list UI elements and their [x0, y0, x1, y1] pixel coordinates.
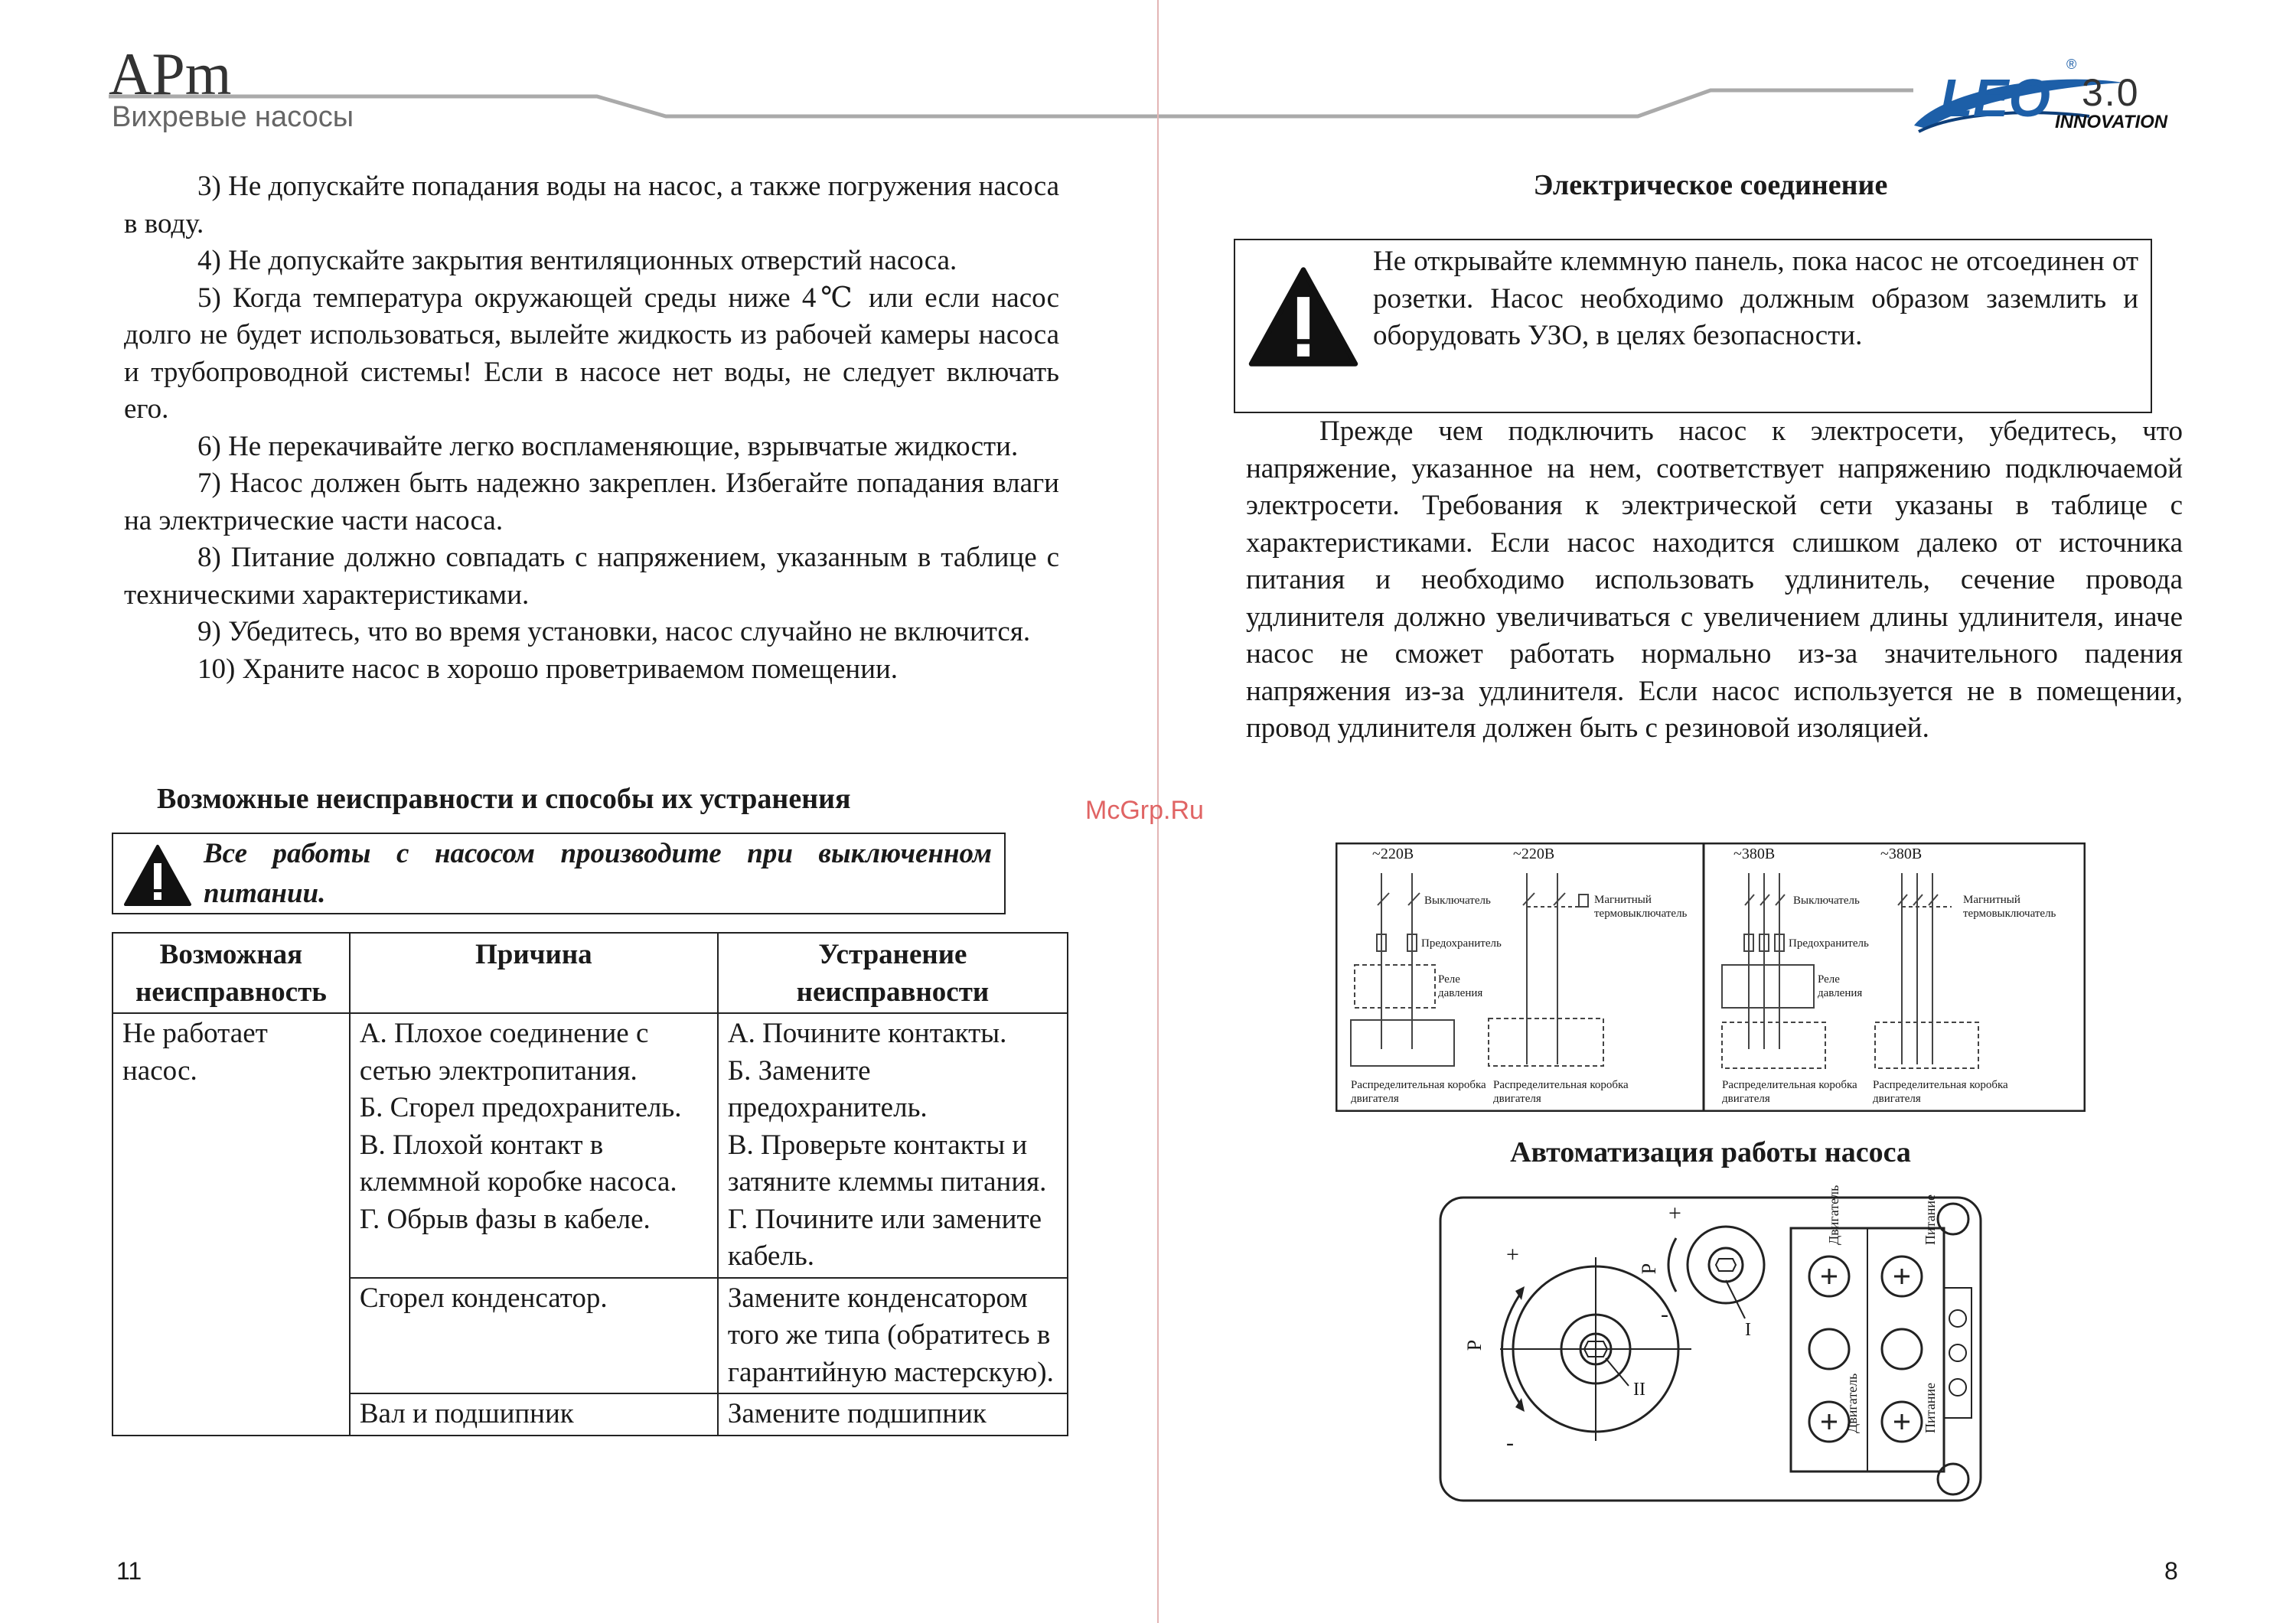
- panel-label-power: Питание: [1923, 1194, 1938, 1245]
- panel-label-minus: -: [1506, 1430, 1514, 1455]
- wiring-label-switch: Выключатель: [1793, 895, 1860, 907]
- wiring-label-motor-box: Распределительная коробка двигателя: [1873, 1079, 2008, 1105]
- electrical-warning-text: Не открывайте клеммную панель, пока насос не отсоединен от розетки. Насос необходимо должным образом заземлить и оборудовать УЗО, в целях безопасности.: [1373, 246, 2138, 351]
- fix-line: Б. Замените предохранитель.: [727, 1054, 928, 1123]
- electrical-title: Электрическое соединение: [1533, 169, 1888, 201]
- table-header: Устранение неисправности: [718, 933, 1068, 1013]
- table-cell-cause: Вал и подшипник: [350, 1393, 718, 1436]
- table-cell-fix: Замените конденсатором того же типа (обратитесь в гарантийную мастерскую).: [718, 1278, 1068, 1394]
- precaution-item: 4) Не допускайте закрытия вентиляционных отверстий насоса.: [197, 245, 957, 276]
- precaution-item: 10) Храните насос в хорошо проветриваемом помещении.: [197, 653, 899, 685]
- leo-logo-tagline: INNOVATION: [2055, 112, 2168, 132]
- wiring-diagram: [1336, 842, 2086, 1112]
- watermark: McGrp.Ru: [1085, 796, 1204, 825]
- troubleshooting-title: Возможные неисправности и способы их устранения: [157, 783, 851, 815]
- table-header: Причина: [350, 933, 718, 1013]
- troubleshooting-warning-text: Все работы с насосом производите при выключенном питании.: [204, 838, 992, 909]
- fix-line: В. Проверьте контакты и затяните клеммы питания.: [727, 1129, 1047, 1198]
- table-cell-cause: Сгорел конденсатор.: [350, 1278, 718, 1394]
- wiring-label-v220a: ~220В: [1372, 846, 1414, 862]
- wiring-label-switch: Выключатель: [1424, 895, 1491, 907]
- precaution-item: 5) Когда температура окружающей среды ниже 4℃ или если насос долго не будет использоваться, вылейте жидкость из рабочей камеры насоса и трубопроводной системы! Если в насосе нет воды, не следует включать его.: [124, 282, 1059, 425]
- warning-icon: [122, 843, 193, 908]
- panel-label-p: P: [1638, 1263, 1661, 1275]
- wiring-label-motor-box: Распределительная коробка двигателя: [1351, 1079, 1486, 1105]
- table-cell-fix: Замените подшипник: [718, 1393, 1068, 1436]
- troubleshooting-table: [112, 932, 1068, 1436]
- electrical-warning-box: [1234, 239, 2152, 413]
- fix-line: Г. Почините или замените кабель.: [727, 1203, 1042, 1272]
- electrical-body-text: Прежде чем подключить насос к электросети, убедитесь, что напряжение, указанное на нем, соответствует напряжению подключаемой электросети. Требования к электрической сети указаны в таблице с характеристиками. Если насос находится слишком далеко от источника питания и необходимо использовать удлинитель, сечение провода удлинителя должно увеличиваться с увеличением длины удлинителя, иначе насос не сможет работать нормально из-за значительного падения напряжения из-за удлинителя. Если насос используется не в помещении, провод удлинителя должен быть с резиновой изоляцией.: [1246, 416, 2183, 744]
- wiring-label-pressure-relay: Реле давления: [1438, 973, 1483, 999]
- panel-label-plus: +: [1506, 1242, 1519, 1267]
- panel-label-p: P: [1463, 1339, 1486, 1351]
- pressure-switch-panel: [1439, 1185, 1982, 1502]
- wiring-label-magnetic: Магнитный термовыключатель: [1594, 894, 1688, 920]
- panel-label-motor: Двигатель: [1844, 1373, 1860, 1433]
- table-header-row: [113, 933, 1068, 1013]
- table-cell-fault: Не работает насос.: [113, 1013, 350, 1436]
- table-header: Возможная неисправность: [113, 933, 350, 1013]
- wiring-label-v380a: ~380В: [1733, 846, 1776, 862]
- precautions-list: [124, 168, 1059, 688]
- table-cell-cause: [350, 1013, 718, 1278]
- automation-title: Автоматизация работы насоса: [1510, 1136, 1911, 1168]
- wiring-label-fuse: Предохранитель: [1421, 937, 1502, 950]
- panel-label-minus: -: [1661, 1302, 1668, 1327]
- leo-logo-version: 3.0: [2082, 71, 2140, 114]
- cause-line: Г. Обрыв фазы в кабеле.: [359, 1203, 651, 1235]
- cause-line: Б. Сгорел предохранитель.: [359, 1092, 682, 1123]
- precaution-item: 8) Питание должно совпадать с напряжением, указанным в таблице с техническими характеристиками.: [124, 542, 1059, 611]
- panel-label-motor: Двигатель: [1826, 1185, 1841, 1245]
- fix-line: А. Почините контакты.: [727, 1018, 1007, 1049]
- wiring-label-fuse: Предохранитель: [1789, 937, 1869, 950]
- leo-logo-text: LEO: [1940, 68, 2050, 128]
- page-number-left: 11: [116, 1557, 142, 1585]
- header-left-subtitle: Вихревые насосы: [112, 101, 354, 133]
- wiring-label-motor-box: Распределительная коробка двигателя: [1493, 1079, 1629, 1105]
- panel-label-plus: +: [1668, 1201, 1681, 1226]
- precaution-item: 6) Не перекачивайте легко воспламеняющие, взрывчатые жидкости.: [197, 430, 1019, 462]
- cause-line: В. Плохой контакт в клеммной коробке насоса.: [359, 1129, 677, 1198]
- panel-label-roman1: I: [1745, 1320, 1751, 1340]
- wiring-label-motor-box: Распределительная коробка двигателя: [1722, 1079, 1857, 1105]
- wiring-label-magnetic: Магнитный термовыключатель: [1963, 894, 2056, 920]
- warning-icon: [1246, 265, 1361, 369]
- cause-line: А. Плохое соединение с сетью электропитания.: [359, 1018, 649, 1087]
- table-cell-fix: [718, 1013, 1068, 1278]
- table-row: [113, 1013, 1068, 1278]
- pressure-switch-drawing: [1439, 1196, 1982, 1502]
- header-left-brand: APm: [109, 41, 232, 107]
- panel-label-roman2: II: [1633, 1380, 1645, 1400]
- leo-logo-registered: ®: [2066, 57, 2077, 72]
- wiring-label-pressure-relay: Реле давления: [1818, 973, 1863, 999]
- electrical-body: [1246, 413, 2183, 748]
- panel-label-power: Питание: [1923, 1383, 1938, 1433]
- troubleshooting-warning-box: [112, 833, 1006, 914]
- leo-logo: [1910, 55, 2200, 139]
- wiring-label-v380b: ~380В: [1880, 846, 1923, 862]
- page-number-right: 8: [2164, 1557, 2178, 1585]
- precaution-item: 9) Убедитесь, что во время установки, насос случайно не включится.: [197, 616, 1031, 647]
- precaution-item: 7) Насос должен быть надежно закреплен. Избегайте попадания влаги на электрические части насоса.: [124, 468, 1059, 536]
- wiring-label-v220b: ~220В: [1513, 846, 1555, 862]
- precaution-item: 3) Не допускайте попадания воды на насос, а также погружения насоса в воду.: [124, 171, 1059, 240]
